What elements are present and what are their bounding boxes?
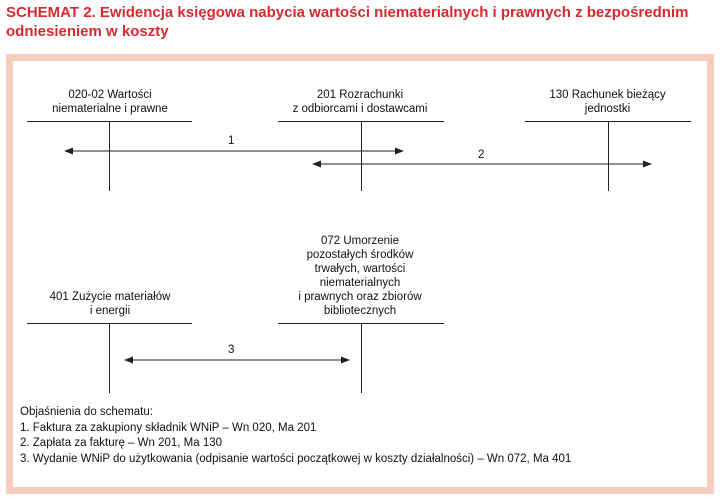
account-072-line-5: i prawnych oraz zbiorów (298, 291, 422, 303)
note-item-1: 1. Faktura za zakupiony składnik WNiP – Wn 020, Ma 201 (20, 421, 317, 434)
arrow-2-head-left (312, 161, 321, 168)
account-072-line-4: niematerialnych (319, 277, 401, 289)
account-020-line-2: niematerialne i prawne (52, 103, 168, 115)
account-072-line-3: trwałych, wartości (314, 263, 406, 275)
arrow-2-label: 2 (478, 149, 485, 161)
arrow-1-head-right (395, 148, 404, 155)
arrow-1-head-left (64, 148, 73, 155)
account-072-line-1: 072 Umorzenie (321, 235, 399, 247)
account-401-line-2: i energii (89, 305, 131, 317)
account-020-line-1: 020-02 Wartości (68, 89, 152, 101)
arrow-3-label: 3 (228, 344, 235, 356)
arrow-3-head-right (341, 357, 350, 364)
account-201-line-2: z odbiorcami i dostawcami (292, 103, 428, 115)
diagram-title: SCHEMAT 2. Ewidencja księgowa nabycia wartości niematerialnych i prawnych z bezpośrednim odniesieniem w koszty (6, 4, 689, 40)
legend-notes (20, 405, 571, 467)
account-130-line-1: 130 Rachunek bieżący (549, 89, 666, 101)
account-072-line-2: pozostałych środków (306, 249, 414, 261)
arrow-2-head-right (643, 161, 652, 168)
notes-heading: Objaśnienia do schematu: (20, 406, 153, 418)
account-130-line-2: jednostki (584, 103, 631, 115)
note-item-2: 2. Zapłata za fakturę – Wn 201, Ma 130 (20, 437, 223, 449)
arrow-1-label: 1 (228, 135, 235, 147)
account-072-line-6: bibliotecznych (323, 305, 397, 317)
arrow-3-head-left (124, 357, 133, 364)
account-401-line-1: 401 Zużycie materiałów (49, 291, 171, 303)
note-item-3: 3. Wydanie WNiP do użytkowania (odpisanie wartości początkowej w koszty działalności) – Wn 072, Ma 401 (20, 452, 572, 465)
account-201-line-1: 201 Rozrachunki (316, 89, 404, 101)
